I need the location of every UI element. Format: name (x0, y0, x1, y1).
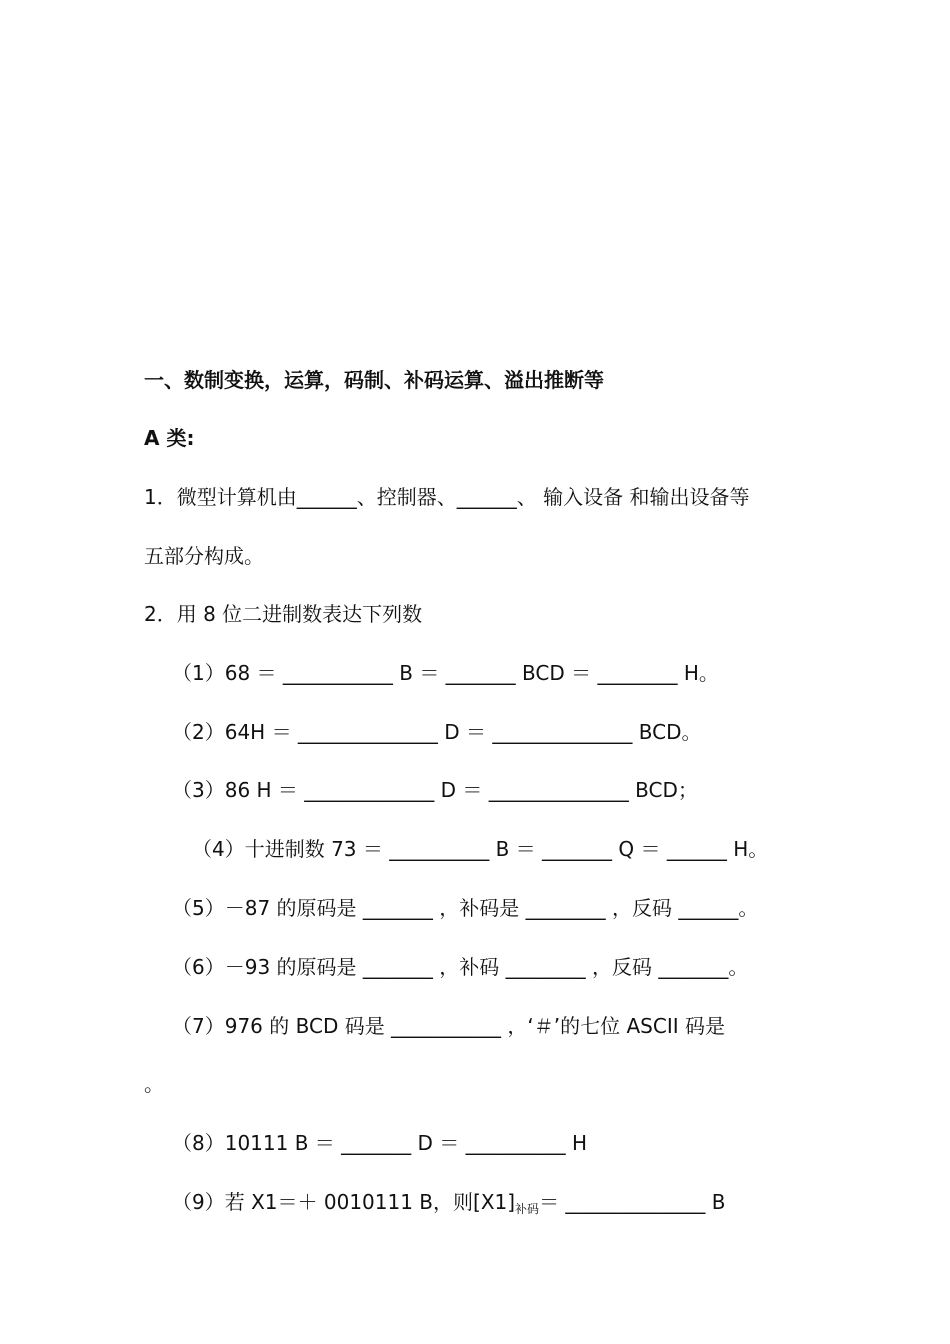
question-1-line-1: 1．微型计算机由______、控制器、______、 输入设备 和输出设备等 (144, 485, 750, 509)
question-2-item-5: （5）－87 的原码是 _______ ，补码是 ________ ，反码 ______。 (172, 896, 759, 920)
question-2-item-7: （7）976 的 BCD 码是 ___________ ，‘＃’的七位 ASCII 码是 (172, 1014, 725, 1038)
question-1-line-2: 五部分构成。 (144, 544, 264, 568)
question-2-item-1: （1）68 ＝ ___________ B ＝ _______ BCD ＝ ________ H。 (172, 661, 719, 685)
question-2-item-2: （2）64H ＝ ______________ D ＝ ______________ BCD。 (172, 720, 702, 744)
category-label: A 类: (144, 426, 195, 450)
question-2-item-3: （3）86 H ＝ _____________ D ＝ ______________ BCD； (172, 778, 698, 802)
question-2-item-4: （4）十进制数 73 ＝ __________ B ＝ _______ Q ＝ ______ H。 (192, 837, 769, 861)
item-9-tail: ＝ ______________ B (539, 1190, 726, 1214)
section-title: 一、数制变换，运算，码制、补码运算、溢出推断等 (144, 368, 604, 392)
question-2-title: 2．用 8 位二进制数表达下列数 (144, 602, 423, 626)
question-2-item-7-continuation: 。 (144, 1072, 164, 1096)
item-9-text: （9）若 X1＝＋ 0010111 B，则[X1] (172, 1190, 516, 1214)
question-2-item-9 (172, 1188, 726, 1223)
question-2-item-8: （8）10111 B ＝ _______ D ＝ __________ H (172, 1131, 588, 1155)
item-9-subscript: 补码 (515, 1202, 540, 1216)
question-2-item-6: （6）－93 的原码是 _______ ，补码 ________ ，反码 _______。 (172, 955, 749, 979)
